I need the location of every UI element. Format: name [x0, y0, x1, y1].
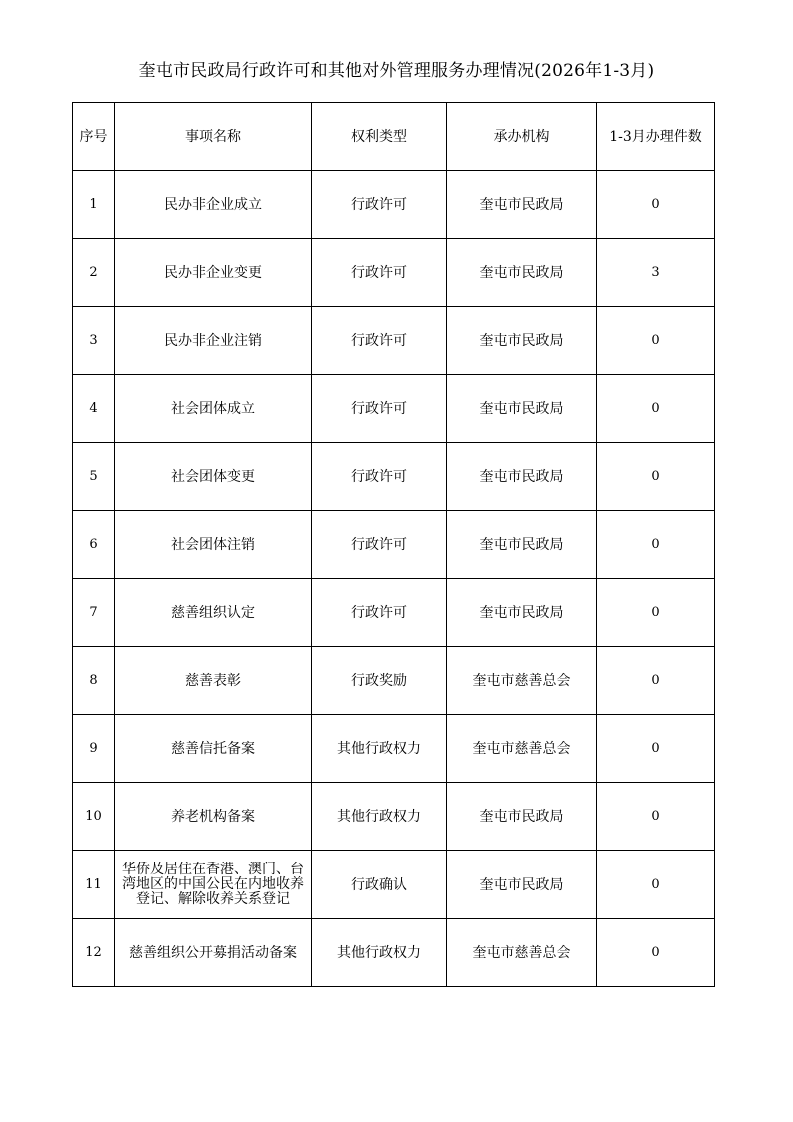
cell-organization: 奎屯市民政局: [447, 239, 597, 307]
cell-count: 0: [597, 375, 715, 443]
cell-item-name: 慈善组织公开募捐活动备案: [115, 919, 312, 987]
cell-item-name: 慈善信托备案: [115, 715, 312, 783]
cell-right-type: 行政许可: [312, 375, 447, 443]
table-header-row: [73, 103, 715, 171]
cell-item-name: 社会团体注销: [115, 511, 312, 579]
cell-no: 7: [73, 579, 115, 647]
cell-organization: 奎屯市慈善总会: [447, 715, 597, 783]
header-right-type: 权利类型: [312, 103, 447, 171]
cell-right-type: 行政许可: [312, 443, 447, 511]
table-row: [73, 375, 715, 443]
table-row: [73, 511, 715, 579]
cell-organization: 奎屯市民政局: [447, 511, 597, 579]
cell-count: 0: [597, 647, 715, 715]
header-organization: 承办机构: [447, 103, 597, 171]
cell-item-name: 民办非企业成立: [115, 171, 312, 239]
cell-count: 0: [597, 307, 715, 375]
table-row: [73, 307, 715, 375]
cell-item-name: [115, 851, 312, 919]
services-table: [72, 102, 715, 987]
cell-count: 0: [597, 851, 715, 919]
cell-item-name: 慈善表彰: [115, 647, 312, 715]
table-row: [73, 715, 715, 783]
table-row: [73, 239, 715, 307]
cell-no: 5: [73, 443, 115, 511]
cell-right-type: 其他行政权力: [312, 783, 447, 851]
header-count: 1-3月办理件数: [597, 103, 715, 171]
cell-right-type: 行政确认: [312, 851, 447, 919]
cell-no: 11: [73, 851, 115, 919]
cell-organization: 奎屯市民政局: [447, 375, 597, 443]
cell-right-type: 行政许可: [312, 239, 447, 307]
cell-count: 0: [597, 715, 715, 783]
cell-right-type: 其他行政权力: [312, 715, 447, 783]
cell-count: 0: [597, 443, 715, 511]
header-item-name: 事项名称: [115, 103, 312, 171]
cell-organization: 奎屯市民政局: [447, 171, 597, 239]
cell-count: 0: [597, 511, 715, 579]
table-row: [73, 171, 715, 239]
cell-count: 0: [597, 171, 715, 239]
cell-no: 6: [73, 511, 115, 579]
cell-right-type: 行政许可: [312, 579, 447, 647]
cell-item-name: 社会团体成立: [115, 375, 312, 443]
cell-right-type: 行政许可: [312, 511, 447, 579]
cell-item-name: 慈善组织认定: [115, 579, 312, 647]
cell-right-type: 行政许可: [312, 307, 447, 375]
cell-no: 8: [73, 647, 115, 715]
cell-count: 0: [597, 579, 715, 647]
cell-right-type: 行政奖励: [312, 647, 447, 715]
document-title: 奎屯市民政局行政许可和其他对外管理服务办理情况(2026年1-3月): [138, 61, 655, 81]
cell-no: 9: [73, 715, 115, 783]
table-row: [73, 647, 715, 715]
cell-right-type: 其他行政权力: [312, 919, 447, 987]
cell-organization: 奎屯市慈善总会: [447, 919, 597, 987]
cell-count: 3: [597, 239, 715, 307]
cell-item-name: 养老机构备案: [115, 783, 312, 851]
cell-organization: 奎屯市民政局: [447, 851, 597, 919]
cell-right-type: 行政许可: [312, 171, 447, 239]
cell-item-name: 民办非企业变更: [115, 239, 312, 307]
table-row: [73, 579, 715, 647]
table-row: [73, 443, 715, 511]
cell-item-name: 民办非企业注销: [115, 307, 312, 375]
cell-organization: 奎屯市民政局: [447, 307, 597, 375]
table-row: [73, 919, 715, 987]
cell-organization: 奎屯市民政局: [447, 443, 597, 511]
cell-organization: 奎屯市民政局: [447, 783, 597, 851]
cell-item-name-text: 华侨及居住在香港、澳门、台湾地区的中国公民在内地收养登记、解除收养关系登记: [122, 862, 304, 907]
cell-no: 4: [73, 375, 115, 443]
header-no: 序号: [73, 103, 115, 171]
cell-count: 0: [597, 783, 715, 851]
cell-no: 10: [73, 783, 115, 851]
cell-organization: 奎屯市慈善总会: [447, 647, 597, 715]
cell-no: 12: [73, 919, 115, 987]
table-row: [73, 783, 715, 851]
table-row: [73, 851, 715, 919]
cell-item-name: 社会团体变更: [115, 443, 312, 511]
cell-no: 2: [73, 239, 115, 307]
cell-count: 0: [597, 919, 715, 987]
cell-organization: 奎屯市民政局: [447, 579, 597, 647]
cell-no: 1: [73, 171, 115, 239]
cell-no: 3: [73, 307, 115, 375]
